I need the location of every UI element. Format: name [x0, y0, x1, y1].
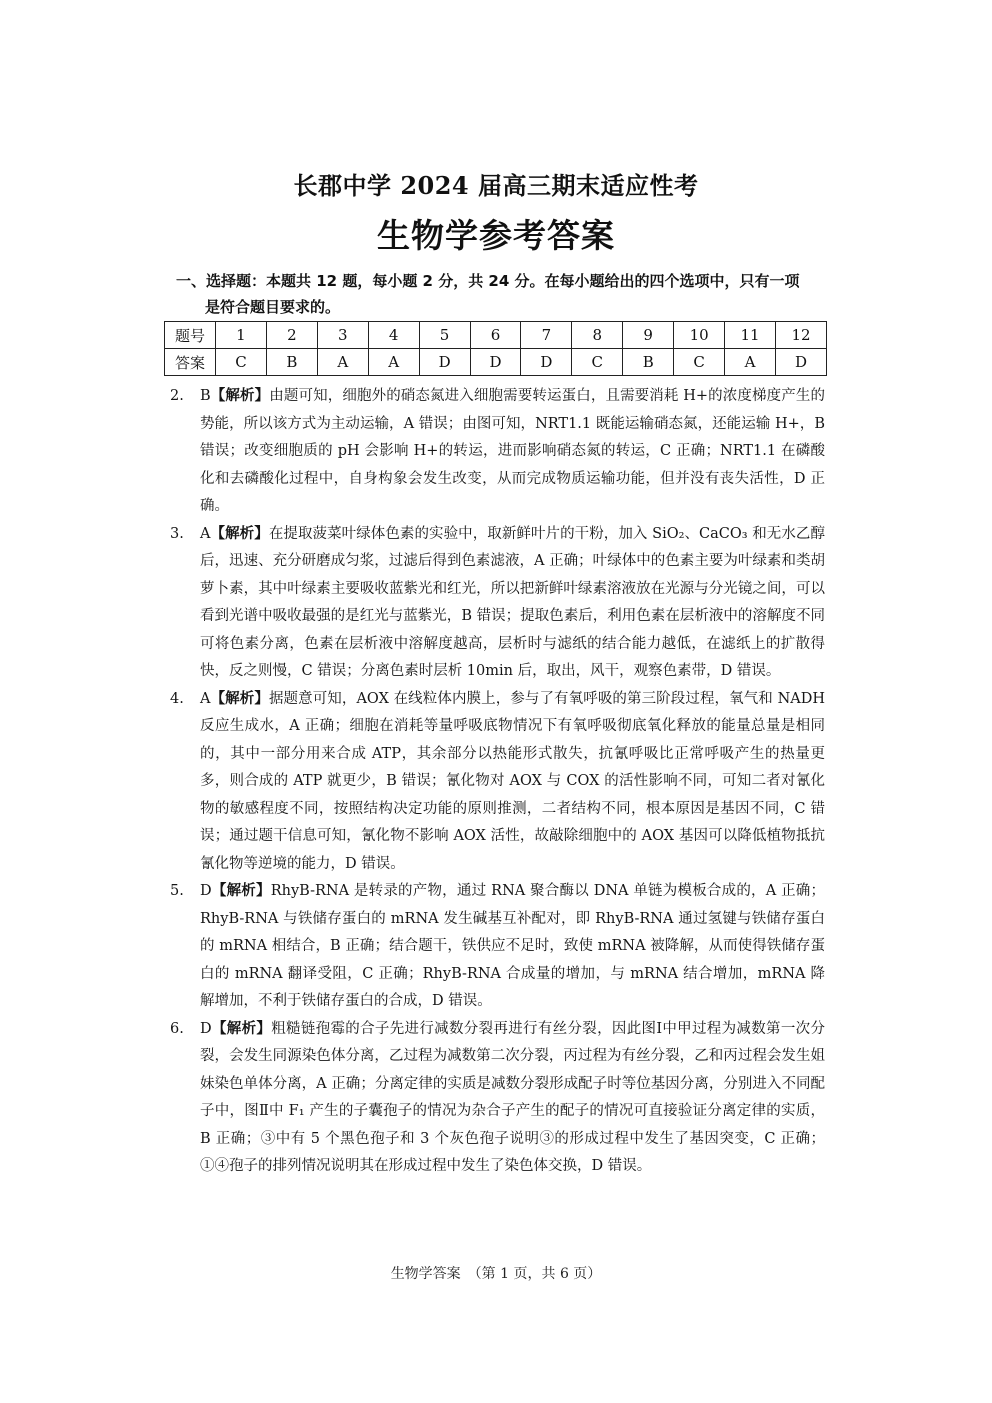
- item-number: 6.: [170, 1020, 184, 1037]
- document-subtitle: 生物学参考答案: [377, 216, 615, 255]
- analysis-list: [170, 383, 825, 1181]
- question-number: 6: [470, 322, 521, 349]
- item-number: 3.: [170, 525, 184, 542]
- analysis-item: [170, 878, 825, 1016]
- item-answer: D: [200, 883, 212, 899]
- question-number: 1: [216, 322, 267, 349]
- section-heading: [176, 268, 826, 320]
- item-answer: B: [200, 388, 211, 404]
- question-number: 9: [623, 322, 674, 349]
- analysis-item: [170, 383, 825, 521]
- question-number: 10: [674, 322, 725, 349]
- analysis-item: [170, 1016, 825, 1181]
- item-number: 4.: [170, 690, 184, 707]
- item-number: 2.: [170, 388, 184, 404]
- answer-cell: A: [368, 349, 419, 376]
- analysis-text: 粗糙链孢霉的合子先进行减数分裂再进行有丝分裂，因此图Ⅰ中甲过程为减数第一次分裂，会发生同源染色体分离，乙过程为减数第二次分裂，丙过程为有丝分裂，乙和丙过程会发生姐妹染色单体分离，A 正确；分离定律的实质是减数分裂形成配子时等位基因分离，分别进入不同配子中，图Ⅱ中 F₁ 产生的子囊孢子的情况为杂合子产生的配子的情况可直接验证分离定律的实质，B 正确；③中有 5 个黑色孢子和 3 个灰色孢子说明③的形成过程中发生了基因突变，C 正确；①④孢子的排列情况说明其在形成过程中发生了染色体交换，D 错误。: [200, 1020, 825, 1174]
- section-heading-line2: 是符合题目要求的。: [205, 298, 341, 316]
- answer-cell: C: [572, 349, 623, 376]
- answer-cell: D: [775, 349, 826, 376]
- answer-cell: C: [216, 349, 267, 376]
- answer-cell: D: [521, 349, 572, 376]
- answer-cell: A: [725, 349, 776, 376]
- answer-cell: D: [470, 349, 521, 376]
- analysis-text: RhyB-RNA 是转录的产物，通过 RNA 聚合酶以 DNA 单链为模板合成的，A 正确；RhyB-RNA 与铁储存蛋白的 mRNA 发生碱基互补配对，即 RhyB-RNA 通过氢键与铁储存蛋白的 mRNA 相结合，B 正确；结合题干，铁供应不足时，致使 mRNA 被降解，从而使得铁储存蛋白的 mRNA 翻译受阻，C 正确；RhyB-RNA 合成量的增加，与 mRNA 结合增加，mRNA 降解增加，不利于铁储存蛋白的合成，D 错误。: [200, 883, 825, 1009]
- analysis-text: 在提取菠菜叶绿体色素的实验中，取新鲜叶片的干粉，加入 SiO₂、CaCO₃ 和无水乙醇后，迅速、充分研磨成匀浆，过滤后得到色素滤液，A 正确；叶绿体中的色素主要为叶绿素和类胡萝卜素，其中叶绿素主要吸收蓝紫光和红光，所以把新鲜叶绿素溶液放在光源与分光镜之间，可以看到光谱中吸收最强的是红光与蓝紫光，B 错误；提取色素后，利用色素在层析液中的溶解度不同可将色素分离，色素在层析液中溶解度越高，层析时与滤纸的结合能力越低，在滤纸上的扩散得快，反之则慢，C 错误；分离色素时层析 10min 后，取出，风干，观察色素带，D 错误。: [200, 525, 825, 679]
- question-number: 8: [572, 322, 623, 349]
- answer-table: [164, 321, 827, 376]
- item-answer: A: [200, 690, 211, 707]
- question-number: 2: [266, 322, 317, 349]
- question-number: 4: [368, 322, 419, 349]
- page-footer: 生物学答案 （第 1 页，共 6 页）: [390, 1266, 602, 1282]
- analysis-tag: 【解析】: [210, 525, 269, 542]
- section-heading-line1: 一、选择题：本题共 12 题，每小题 2 分，共 24 分。在每小题给出的四个选项中，只有一项: [176, 272, 800, 290]
- question-number: 11: [725, 322, 776, 349]
- analysis-tag: 【解析】: [211, 883, 271, 899]
- row-label: 题号: [165, 322, 216, 349]
- exam-title: 长郡中学 2024 届高三期末适应性考: [293, 171, 699, 200]
- question-number: 5: [419, 322, 470, 349]
- row-label: 答案: [165, 349, 216, 376]
- answer-cell: B: [266, 349, 317, 376]
- answer-cell: A: [317, 349, 368, 376]
- analysis-tag: 【解析】: [210, 388, 270, 404]
- analysis-item: [170, 521, 825, 686]
- answer-cell: B: [623, 349, 674, 376]
- question-number-row: [165, 322, 827, 349]
- analysis-text: 由题可知，细胞外的硝态氮进入细胞需要转运蛋白，且需要消耗 H+的浓度梯度产生的势能，所以该方式为主动运输，A 错误；由图可知，NRT1.1 既能运输硝态氮，还能运输 H+，B 错误；改变细胞质的 pH 会影响 H+的转运，进而影响硝态氮的转运，C 正确；NRT1.1 在磷酸化和去磷酸化过程中，自身构象会发生改变，从而完成物质运输功能，但并没有丧失活性，D 正确。: [200, 388, 825, 514]
- analysis-tag: 【解析】: [210, 690, 269, 707]
- item-answer: A: [200, 525, 211, 542]
- question-number: 7: [521, 322, 572, 349]
- answer-cell: D: [419, 349, 470, 376]
- answer-row: [165, 349, 827, 376]
- question-number: 3: [317, 322, 368, 349]
- question-number: 12: [775, 322, 826, 349]
- answer-cell: C: [674, 349, 725, 376]
- analysis-item: [170, 686, 825, 879]
- analysis-tag: 【解析】: [211, 1020, 272, 1037]
- item-answer: D: [200, 1020, 212, 1037]
- item-number: 5.: [170, 883, 184, 899]
- analysis-text: 据题意可知，AOX 在线粒体内膜上，参与了有氧呼吸的第三阶段过程，氧气和 NADH 反应生成水，A 正确；细胞在消耗等量呼吸底物情况下有氧呼吸彻底氧化释放的能量总量是相同的，其中一部分用来合成 ATP，其余部分以热能形式散失，抗氰呼吸比正常呼吸产生的热量更多，则合成的 ATP 就更少，B 错误；氰化物对 AOX 与 COX 的活性影响不同，可知二者对氰化物的敏感程度不同，按照结构决定功能的原则推测，二者结构不同，根本原因是基因不同，C 错误；通过题干信息可知，氰化物不影响 AOX 活性，故敲除细胞中的 AOX 基因可以降低植物抵抗氰化物等逆境的能力，D 错误。: [200, 690, 826, 872]
